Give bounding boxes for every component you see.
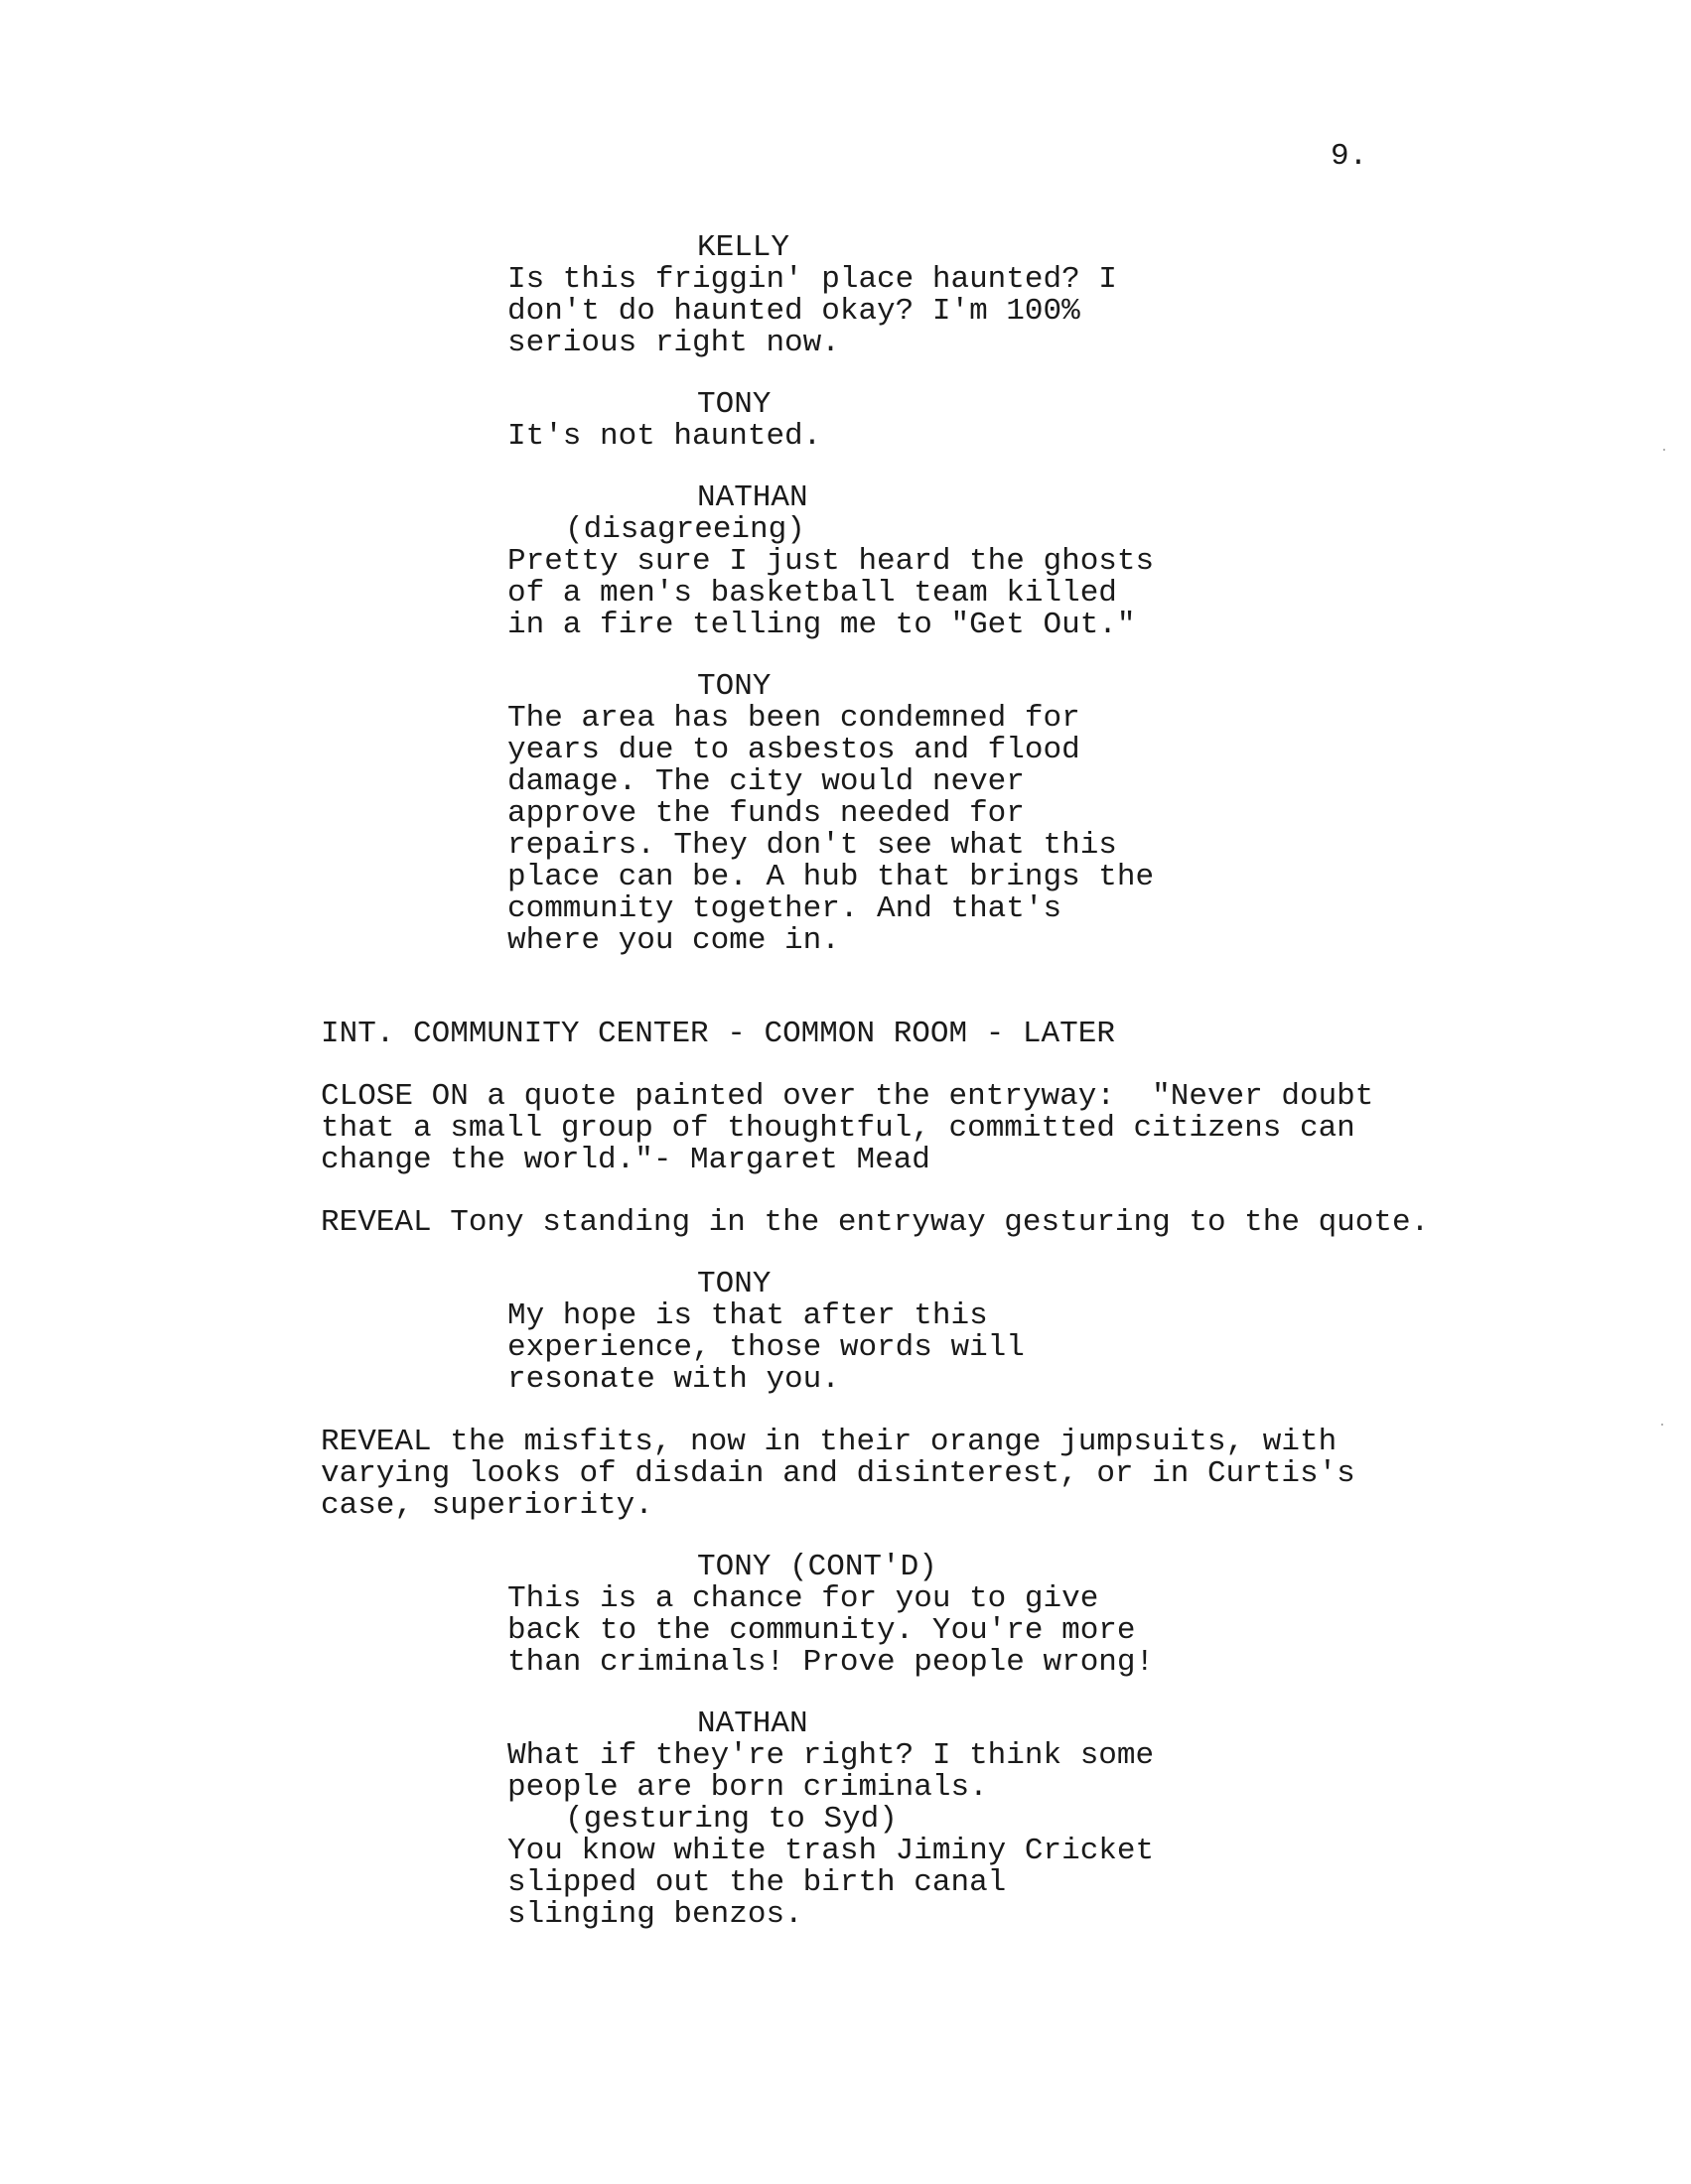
action-line: change the world."- Margaret Mead bbox=[321, 1143, 930, 1177]
dialogue-line: slipped out the birth canal bbox=[507, 1865, 1007, 1900]
character-line: TONY (CONT'D) bbox=[697, 1550, 937, 1584]
dialogue-line: than criminals! Prove people wrong! bbox=[507, 1645, 1155, 1680]
dialogue-line: where you come in. bbox=[507, 923, 840, 958]
dialogue-line: people are born criminals. bbox=[507, 1770, 988, 1805]
dialogue-line: It's not haunted. bbox=[507, 419, 822, 454]
action-line: varying looks of disdain and disinterest, or in Curtis's bbox=[321, 1456, 1355, 1491]
scene-heading-line: INT. COMMUNITY CENTER - COMMON ROOM - LATER bbox=[321, 1017, 1115, 1051]
action-line: CLOSE ON a quote painted over the entryway: "Never doubt bbox=[321, 1079, 1374, 1114]
dialogue-line: back to the community. You're more bbox=[507, 1613, 1136, 1648]
action-line: REVEAL the misfits, now in their orange jumpsuits, with bbox=[321, 1425, 1338, 1459]
parenthetical-line: (gesturing to Syd) bbox=[565, 1802, 898, 1837]
dialogue-line: of a men's basketball team killed bbox=[507, 576, 1117, 611]
dialogue-line: Pretty sure I just heard the ghosts bbox=[507, 544, 1155, 579]
dialogue-line: damage. The city would never bbox=[507, 764, 1025, 799]
dialogue-line: resonate with you. bbox=[507, 1362, 840, 1397]
dialogue-line: The area has been condemned for bbox=[507, 701, 1080, 736]
dialogue-line: repairs. They don't see what this bbox=[507, 828, 1117, 863]
dialogue-line: years due to asbestos and flood bbox=[507, 733, 1080, 767]
dialogue-line: in a fire telling me to "Get Out." bbox=[507, 608, 1136, 642]
action-line: that a small group of thoughtful, committed citizens can bbox=[321, 1111, 1355, 1146]
page-number: 9. bbox=[1331, 139, 1368, 174]
character-line: NATHAN bbox=[697, 1706, 808, 1741]
action-line: case, superiority. bbox=[321, 1488, 653, 1523]
dialogue-line: This is a chance for you to give bbox=[507, 1581, 1099, 1616]
parenthetical-line: (disagreeing) bbox=[565, 512, 805, 547]
character-line: KELLY bbox=[697, 230, 790, 265]
dialogue-line: Is this friggin' place haunted? I bbox=[507, 262, 1117, 297]
dialogue-line: place can be. A hub that brings the bbox=[507, 860, 1155, 894]
character-line: TONY bbox=[697, 669, 772, 704]
action-line: REVEAL Tony standing in the entryway gesturing to the quote. bbox=[321, 1205, 1430, 1240]
dialogue-line: community together. And that's bbox=[507, 891, 1062, 926]
dialogue-line: You know white trash Jiminy Cricket bbox=[507, 1834, 1155, 1868]
dialogue-line: experience, those words will bbox=[507, 1330, 1025, 1365]
scan-speck bbox=[1663, 449, 1665, 451]
dialogue-line: What if they're right? I think some bbox=[507, 1738, 1155, 1773]
dialogue-line: approve the funds needed for bbox=[507, 796, 1025, 831]
scan-speck bbox=[1661, 1424, 1663, 1426]
character-line: TONY bbox=[697, 1267, 772, 1301]
character-line: TONY bbox=[697, 387, 772, 422]
dialogue-line: don't do haunted okay? I'm 100% bbox=[507, 294, 1080, 329]
character-line: NATHAN bbox=[697, 480, 808, 515]
dialogue-line: My hope is that after this bbox=[507, 1298, 988, 1333]
dialogue-line: serious right now. bbox=[507, 326, 840, 360]
dialogue-line: slinging benzos. bbox=[507, 1897, 803, 1932]
